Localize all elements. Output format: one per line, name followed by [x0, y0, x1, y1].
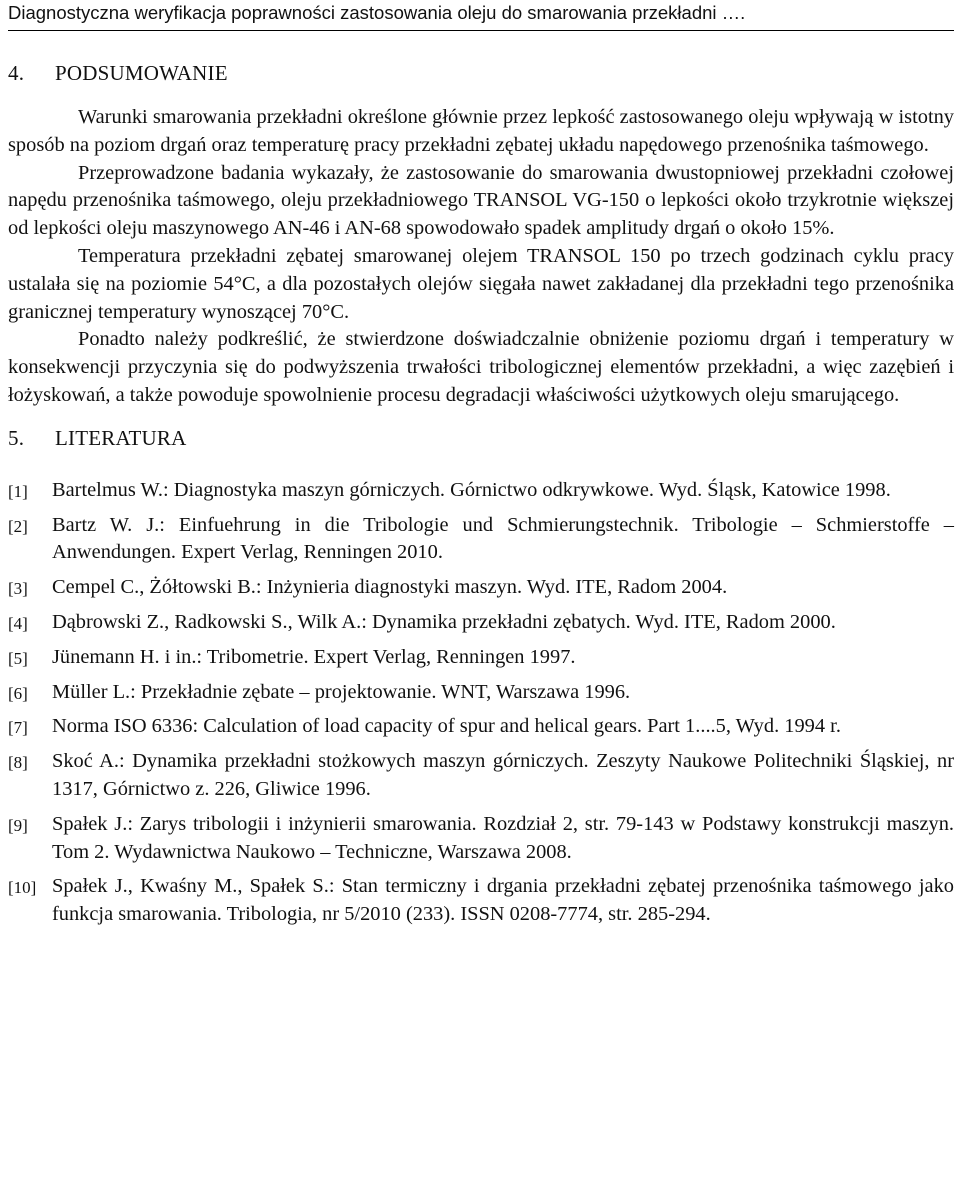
reference-item: [8, 748, 954, 804]
reference-number: [5]: [8, 648, 28, 668]
section-title: LITERATURA: [55, 425, 187, 450]
reference-text: Spałek J.: Zarys tribologii i inżynierii smarowania. Rozdział 2, str. 79-143 w Podstawy konstrukcji maszyn. Tom 2. Wydawnictwa Naukowo – Techniczne, Warszawa 2008.: [52, 812, 954, 863]
reference-item: [8, 574, 954, 602]
reference-number: [9]: [8, 815, 28, 835]
running-header: Diagnostyczna weryfikacja poprawności zastosowania oleju do smarowania przekładni ….: [8, 0, 954, 31]
reference-item: [8, 811, 954, 867]
reference-item: [8, 609, 954, 637]
reference-text: Cempel C., Żółtowski B.: Inżynieria diagnostyki maszyn. Wyd. ITE, Radom 2004.: [52, 576, 728, 599]
reference-item: [8, 477, 954, 505]
reference-text: Bartelmus W.: Diagnostyka maszyn górniczych. Górnictwo odkrywkowe. Wyd. Śląsk, Katowice 1998.: [52, 478, 891, 501]
reference-text: Skoć A.: Dynamika przekładni stożkowych maszyn górniczych. Zeszyty Naukowe Politechniki Śląskiej, nr 1317, Górnictwo z. 226, Gliwice 1996.: [52, 750, 954, 800]
paragraph: Warunki smarowania przekładni określone głównie przez lepkość zastosowanego oleju wpływają w istotny sposób na poziom drgań oraz temperaturę pracy przekładni zębatej układu napędowego przenośnika taśmowego.: [8, 106, 954, 156]
reference-number: [1]: [8, 481, 28, 501]
section-number: 4.: [8, 61, 25, 85]
paragraph: Przeprowadzone badania wykazały, że zastosowanie do smarowania dwustopniowej przekładni czołowej napędu przenośnika taśmowego, oleju przekładniowego TRANSOL VG-150 o lepkości około trzykrotnie większej od lepkości oleju maszynowego AN-46 i AN-68 spowodowało spadek amplitudy drgań o około 15%.: [8, 161, 954, 240]
reference-item: [8, 679, 954, 707]
reference-text: Müller L.: Przekładnie zębate – projektowanie. WNT, Warszawa 1996.: [52, 680, 631, 703]
paragraph: Ponadto należy podkreślić, że stwierdzone doświadczalnie obniżenie poziomu drgań i temperatury w konsekwencji przyczynia się do podwyższenia trwałości tribologicznej elementów przekładni, a więc zazębień i łożyskowań, a także powoduje spowolnienie procesu degradacji właściwości użytkowych oleju smarującego.: [8, 328, 954, 406]
section-number: 5.: [8, 425, 25, 450]
reference-text: Bartz W. J.: Einfuehrung in die Tribologie und Schmierungstechnik. Tribologie – Schmierstoffe – Anwendungen. Expert Verlag, Renningen 2010.: [52, 513, 954, 564]
reference-item: [8, 512, 954, 568]
reference-item: [8, 644, 954, 672]
reference-text: Jünemann H. i in.: Tribometrie. Expert Verlag, Renningen 1997.: [52, 645, 576, 668]
reference-list: [8, 477, 954, 929]
summary-body: [8, 104, 954, 410]
reference-text: Spałek J., Kwaśny M., Spałek S.: Stan termiczny i drgania przekładni zębatej przenośnika taśmowego jako funkcja smarowania. Tribologia, nr 5/2010 (233). ISSN 0208-7774, str. 285-294.: [52, 875, 954, 926]
paragraph: Temperatura przekładni zębatej smarowanej olejem TRANSOL 150 po trzech godzinach cyklu pracy ustalała się na poziomie 54°C, a dla pozostałych olejów sięgała nawet zakładanej dla przekładni tego przenośnika granicznej temperatury wynoszącej 70°C.: [8, 244, 954, 323]
reference-number: [7]: [8, 718, 28, 738]
section-heading-literature: [8, 426, 954, 451]
reference-number: [2]: [8, 516, 28, 536]
reference-number: [3]: [8, 579, 28, 599]
section-heading-summary: [8, 61, 954, 86]
reference-text: Dąbrowski Z., Radkowski S., Wilk A.: Dynamika przekładni zębatych. Wyd. ITE, Radom 2000.: [52, 610, 836, 633]
reference-text: Norma ISO 6336: Calculation of load capacity of spur and helical gears. Part 1....5, Wyd. 1994 r.: [52, 715, 841, 738]
reference-item: [8, 873, 954, 929]
section-title: PODSUMOWANIE: [55, 61, 228, 85]
reference-number: [4]: [8, 613, 28, 633]
reference-item: [8, 713, 954, 741]
reference-number: [6]: [8, 683, 28, 703]
reference-number: [8]: [8, 753, 28, 773]
reference-number: [10]: [8, 878, 37, 898]
